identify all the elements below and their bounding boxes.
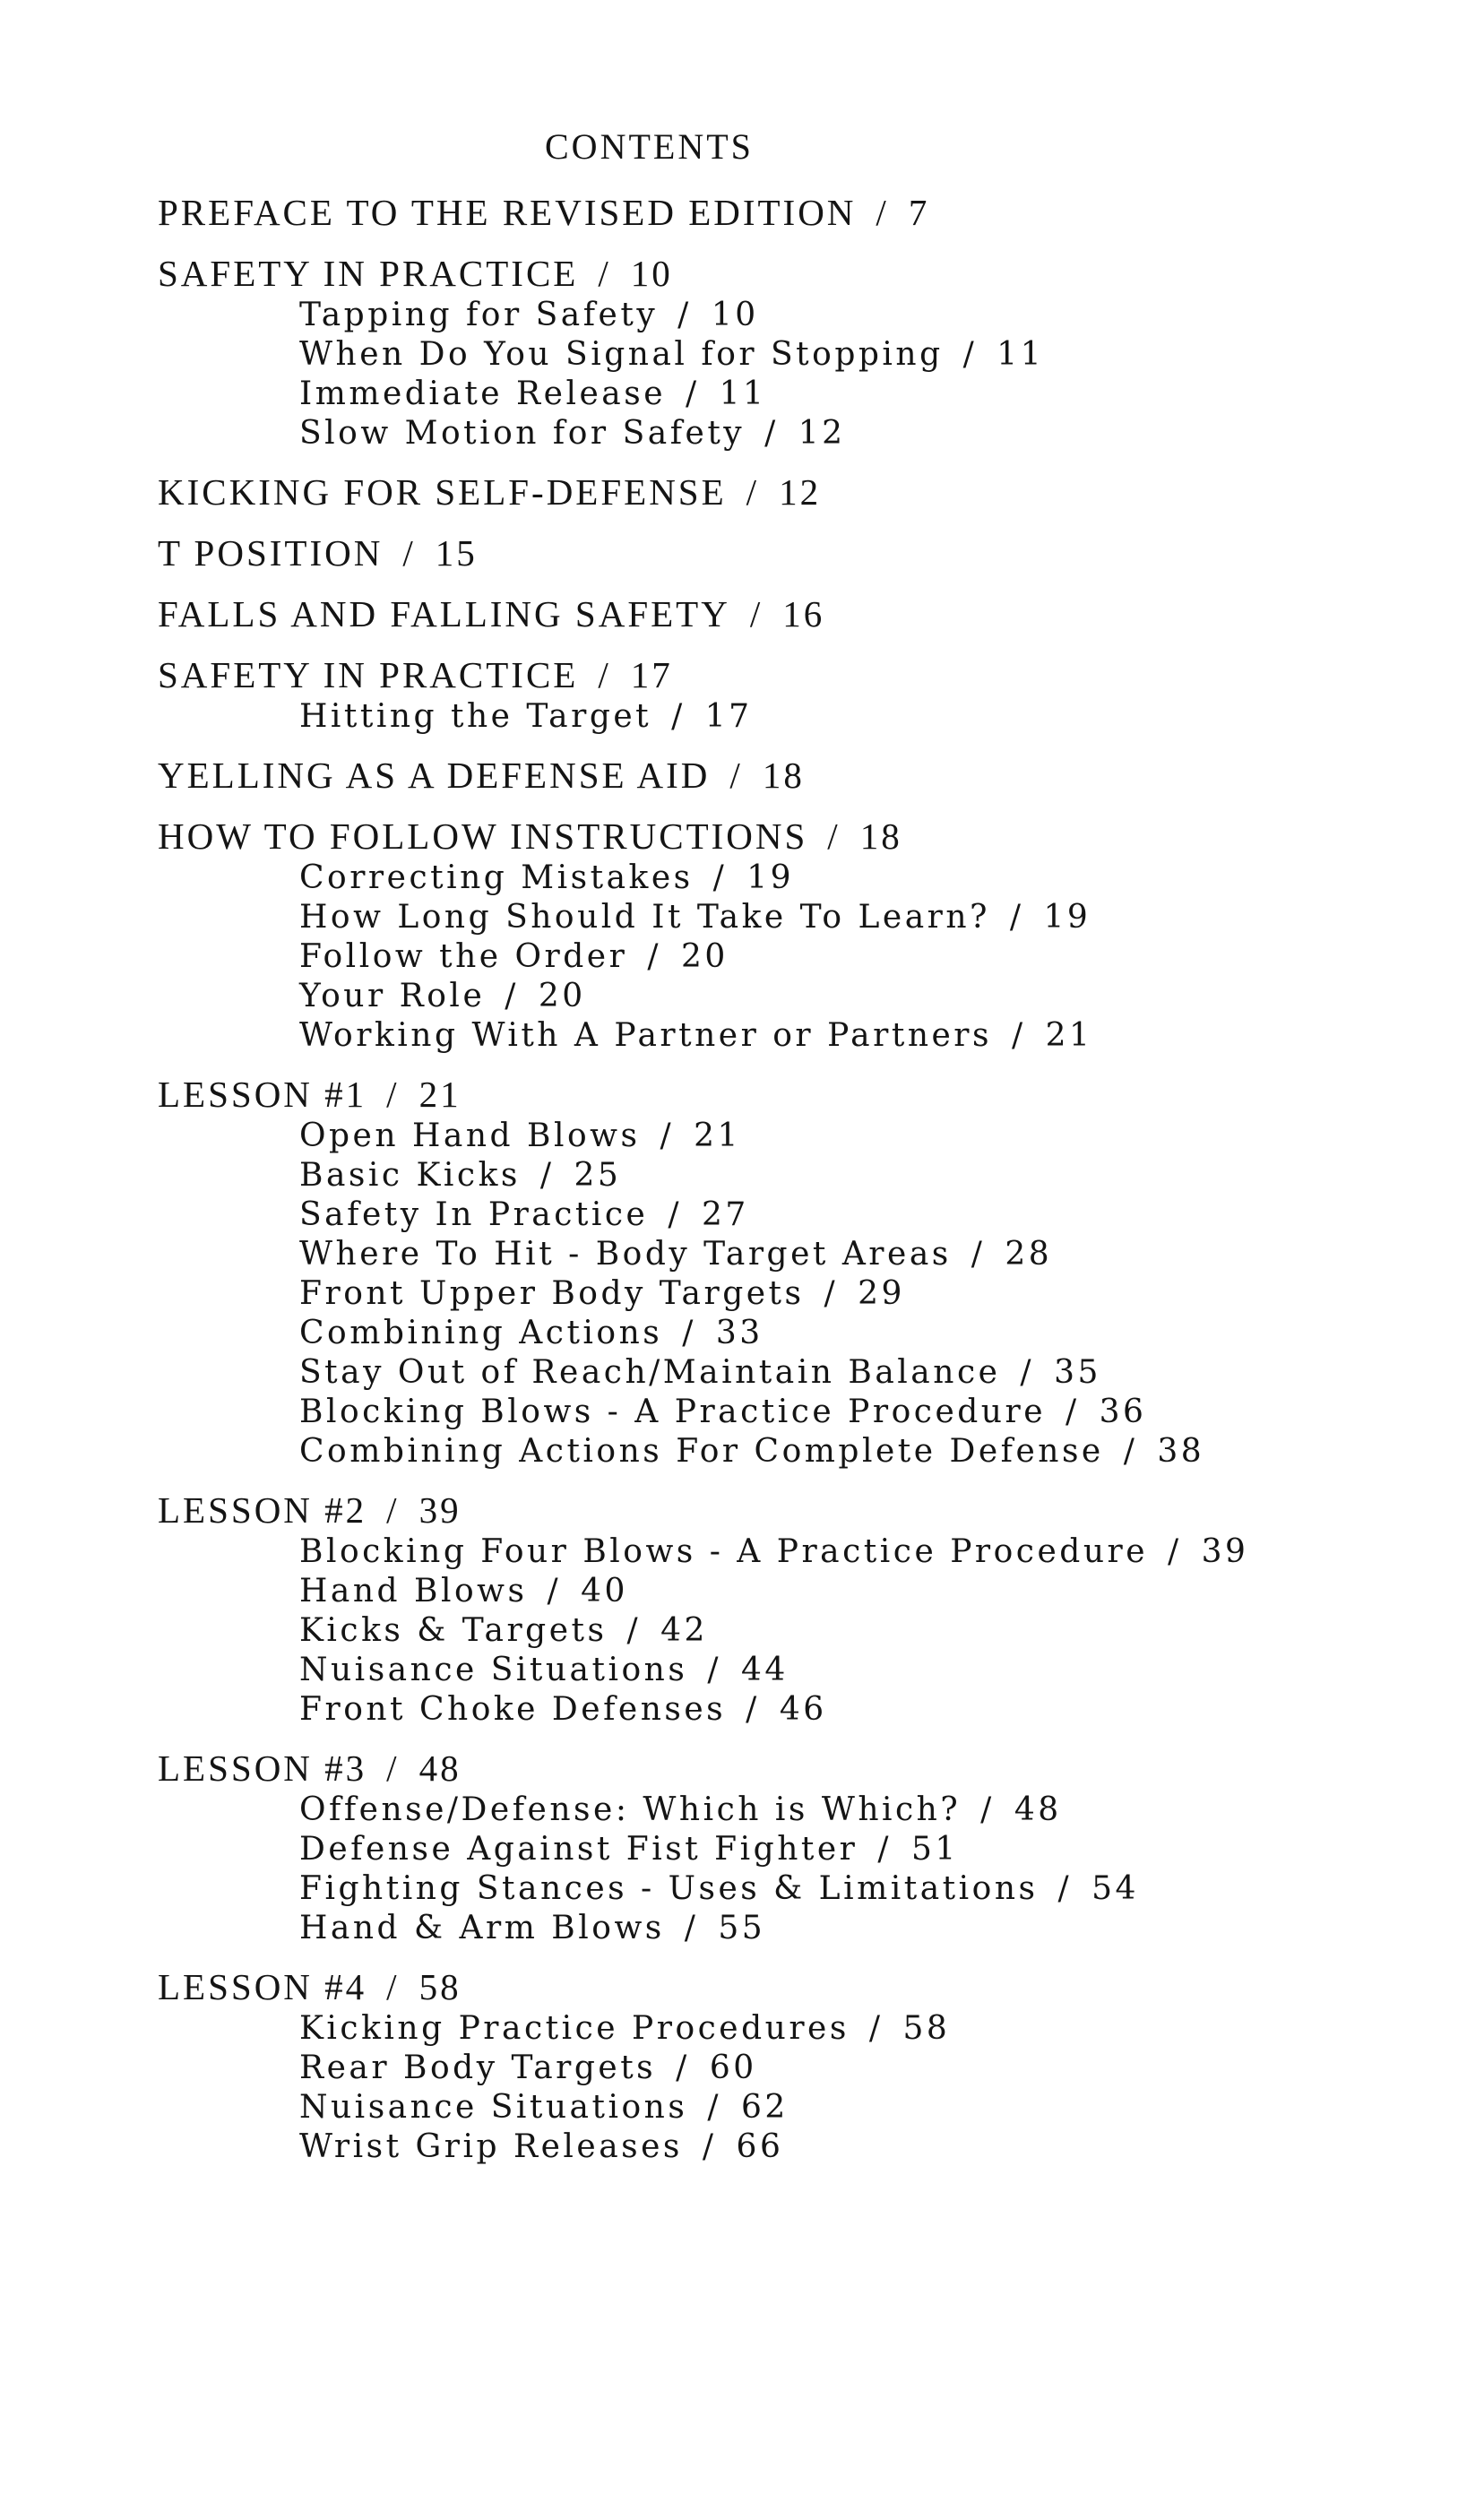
toc-subentry <box>158 1117 1430 1156</box>
toc-subentry-label: Tapping for Safety <box>299 297 659 333</box>
toc-subentry-label: Immediate Release <box>299 375 667 412</box>
toc-subentry-label: Hand Blows <box>299 1573 528 1609</box>
toc-subentry <box>158 697 1430 737</box>
toc-subentry-label: Front Choke Defenses <box>299 1691 727 1728</box>
toc-heading-label: LESSON #3 <box>158 1748 367 1789</box>
toc-subentry <box>158 1393 1430 1432</box>
toc-subentry-label: Defense Against Fist Fighter <box>299 1831 858 1868</box>
toc-separator: / <box>749 593 764 634</box>
toc-separator: / <box>668 1196 682 1233</box>
toc-section <box>158 753 1430 798</box>
toc-subentry <box>158 414 1430 453</box>
toc-page-number: 12 <box>779 471 822 513</box>
toc-separator: / <box>626 1612 642 1649</box>
toc-separator: / <box>539 1157 555 1194</box>
toc-subentry <box>158 2049 1430 2088</box>
toc-subentry <box>158 1869 1430 1909</box>
toc-subentry <box>158 1791 1430 1830</box>
toc-subentry <box>158 1353 1430 1393</box>
toc-heading <box>158 1488 1430 1532</box>
toc-separator: / <box>702 2128 717 2165</box>
toc-subentry-label: Working With A Partner or Partners <box>299 1017 992 1054</box>
toc-separator: / <box>712 859 728 896</box>
toc-subentry <box>158 1195 1430 1235</box>
toc-subentry-label: When Do You Signal for Stopping <box>299 336 944 373</box>
toc-separator: / <box>1066 1394 1080 1430</box>
toc-heading-label: LESSON #4 <box>158 1966 367 2007</box>
toc-page-number: 66 <box>736 2128 784 2165</box>
toc-page-number: 25 <box>574 1157 622 1194</box>
toc-heading <box>158 1072 1430 1117</box>
toc-separator: / <box>876 192 889 233</box>
toc-separator: / <box>746 471 760 513</box>
toc-section <box>158 1964 1430 2167</box>
toc-separator: / <box>824 1275 839 1312</box>
toc-section <box>158 1488 1430 1730</box>
toc-page-number: 16 <box>782 593 825 634</box>
toc-page-number: 20 <box>538 978 586 1014</box>
toc-subentry-label: Combining Actions For Complete Defense <box>299 1433 1104 1470</box>
toc-page-number: 60 <box>709 2050 757 2086</box>
toc-section <box>158 652 1430 737</box>
toc-subentry <box>158 1532 1430 1572</box>
toc-subentry-label: Correcting Mistakes <box>299 859 694 896</box>
toc-heading <box>158 251 1430 296</box>
toc-heading <box>158 531 1430 575</box>
toc-heading <box>158 470 1430 514</box>
toc-separator: / <box>598 654 611 695</box>
toc-page-number: 15 <box>435 532 478 574</box>
toc-subentry-label: Follow the Order <box>299 938 628 975</box>
toc-subentry-label: Your Role <box>299 978 486 1014</box>
toc-separator: / <box>598 253 611 294</box>
toc-heading <box>158 1746 1430 1791</box>
toc-subentry <box>158 1909 1430 1948</box>
toc-section <box>158 1746 1430 1948</box>
toc-page-number: 11 <box>997 336 1045 373</box>
toc-separator: / <box>386 1966 400 2007</box>
table-of-contents <box>158 190 1430 2183</box>
toc-subentry-label: Slow Motion for Safety <box>299 415 746 452</box>
toc-separator: / <box>729 755 743 796</box>
toc-subentry <box>158 2009 1430 2049</box>
toc-subentry <box>158 1156 1430 1195</box>
toc-page-number: 48 <box>1014 1791 1062 1828</box>
toc-page-number: 44 <box>740 1652 789 1688</box>
toc-page-number: 17 <box>704 698 753 735</box>
toc-separator: / <box>671 698 686 735</box>
toc-subentry <box>158 2088 1430 2127</box>
toc-subentry-label: Stay Out of Reach/Maintain Balance <box>299 1354 1001 1391</box>
toc-subentry <box>158 296 1430 335</box>
toc-separator: / <box>402 532 416 574</box>
toc-heading <box>158 814 1430 859</box>
toc-separator: / <box>877 1831 893 1868</box>
toc-page-number: 54 <box>1091 1870 1139 1907</box>
toc-subentry-label: How Long Should It Take To Learn? <box>299 899 990 936</box>
toc-separator: / <box>707 2089 721 2126</box>
toc-subentry-label: Hand & Arm Blows <box>299 1910 665 1946</box>
toc-section <box>158 470 1430 514</box>
page-title: CONTENTS <box>545 126 754 167</box>
toc-subentry <box>158 1830 1430 1869</box>
toc-page-number: 35 <box>1054 1354 1101 1391</box>
toc-separator: / <box>505 978 519 1014</box>
toc-page-number: 21 <box>1045 1017 1093 1054</box>
toc-separator: / <box>660 1118 675 1154</box>
toc-subentry <box>158 1016 1430 1056</box>
toc-subentry-label: Wrist Grip Releases <box>299 2128 683 2165</box>
toc-page-number: 39 <box>418 1489 462 1531</box>
toc-page-number: 38 <box>1157 1433 1205 1470</box>
toc-separator: / <box>386 1748 400 1789</box>
toc-separator: / <box>684 1910 699 1946</box>
toc-separator: / <box>1123 1433 1138 1470</box>
toc-subentry <box>158 375 1430 414</box>
toc-subentry-label: Rear Body Targets <box>299 2050 657 2086</box>
toc-heading-label: LESSON #2 <box>158 1489 367 1531</box>
toc-subentry-label: Kicks & Targets <box>299 1612 608 1649</box>
toc-page-number: 62 <box>740 2089 789 2126</box>
toc-separator: / <box>1168 1533 1182 1570</box>
toc-page-number: 17 <box>630 654 673 695</box>
toc-subentry <box>158 1274 1430 1314</box>
toc-subentry-label: Combining Actions <box>299 1315 663 1351</box>
toc-separator: / <box>827 816 841 857</box>
toc-subentry <box>158 1314 1430 1353</box>
toc-heading <box>158 190 1430 235</box>
toc-page-number: 39 <box>1201 1533 1249 1570</box>
toc-separator: / <box>647 938 661 975</box>
toc-page-number: 58 <box>902 2010 951 2047</box>
toc-section <box>158 591 1430 636</box>
toc-page-number: 7 <box>908 192 930 233</box>
toc-separator: / <box>1012 1017 1026 1054</box>
toc-subentry <box>158 1432 1430 1471</box>
toc-subentry <box>158 1611 1430 1651</box>
toc-subentry-label: Kicking Practice Procedures <box>299 2010 850 2047</box>
toc-page-number: 51 <box>911 1831 959 1868</box>
toc-subentry-label: Blocking Blows - A Practice Procedure <box>299 1394 1046 1430</box>
toc-heading-label: T POSITION <box>158 532 384 574</box>
toc-page-number: 21 <box>694 1118 741 1154</box>
toc-page-number: 18 <box>859 816 902 857</box>
toc-separator: / <box>386 1074 400 1115</box>
toc-section <box>158 190 1430 235</box>
toc-separator: / <box>707 1652 721 1688</box>
toc-page-number: 27 <box>702 1196 749 1233</box>
toc-separator: / <box>962 336 978 373</box>
toc-section <box>158 531 1430 575</box>
toc-separator: / <box>746 1691 760 1728</box>
toc-heading-label: FALLS AND FALLING SAFETY <box>158 593 730 634</box>
toc-subentry <box>158 1651 1430 1690</box>
toc-separator: / <box>386 1489 400 1531</box>
toc-heading <box>158 753 1430 798</box>
toc-page-number: 29 <box>858 1275 905 1312</box>
toc-subentry-label: Where To Hit - Body Target Areas <box>299 1236 952 1273</box>
toc-subentry-label: Nuisance Situations <box>299 1652 688 1688</box>
toc-subentry-label: Nuisance Situations <box>299 2089 688 2126</box>
toc-subentry <box>158 977 1430 1016</box>
toc-subentry <box>158 1690 1430 1730</box>
toc-subentry-label: Hitting the Target <box>299 698 652 735</box>
toc-heading <box>158 652 1430 697</box>
toc-page-number: 10 <box>711 297 759 333</box>
toc-separator: / <box>676 2050 690 2086</box>
toc-heading-label: LESSON #1 <box>158 1074 367 1115</box>
toc-section <box>158 251 1430 453</box>
toc-separator: / <box>1009 899 1024 936</box>
toc-heading-label: KICKING FOR SELF-DEFENSE <box>158 471 727 513</box>
toc-page-number: 21 <box>418 1074 462 1115</box>
toc-separator: / <box>686 375 700 412</box>
toc-page-number: 55 <box>718 1910 766 1946</box>
toc-subentry-label: Safety In Practice <box>299 1196 649 1233</box>
toc-page-number: 19 <box>1043 899 1091 936</box>
toc-page-number: 58 <box>418 1966 462 2007</box>
toc-subentry-label: Fighting Stances - Uses & Limitations <box>299 1870 1039 1907</box>
toc-subentry <box>158 898 1430 937</box>
toc-page-number: 11 <box>719 375 767 412</box>
toc-heading-label: HOW TO FOLLOW INSTRUCTIONS <box>158 816 808 857</box>
toc-heading <box>158 591 1430 636</box>
toc-separator: / <box>971 1236 986 1273</box>
toc-subentry <box>158 1572 1430 1611</box>
toc-page-number: 36 <box>1099 1394 1147 1430</box>
toc-page-number: 12 <box>798 415 846 452</box>
toc-separator: / <box>764 415 779 452</box>
toc-subentry <box>158 1235 1430 1274</box>
toc-separator: / <box>868 2010 884 2047</box>
toc-subentry-label: Blocking Four Blows - A Practice Procedure <box>299 1533 1149 1570</box>
toc-page-number: 40 <box>581 1573 628 1609</box>
toc-page-number: 48 <box>418 1748 462 1789</box>
toc-page-number: 10 <box>630 253 673 294</box>
toc-page-number: 18 <box>762 755 805 796</box>
toc-subentry <box>158 859 1430 898</box>
toc-page-number: 42 <box>660 1612 708 1649</box>
toc-separator: / <box>1020 1354 1035 1391</box>
toc-separator: / <box>980 1791 995 1828</box>
toc-page-number: 19 <box>746 859 795 896</box>
toc-heading-label: PREFACE TO THE REVISED EDITION <box>158 192 857 233</box>
toc-page-number: 46 <box>779 1691 827 1728</box>
toc-heading-label: YELLING AS A DEFENSE AID <box>158 755 711 796</box>
toc-subentry <box>158 335 1430 375</box>
toc-heading <box>158 1964 1430 2009</box>
toc-page-number: 20 <box>680 938 729 975</box>
toc-page-number: 33 <box>715 1315 764 1351</box>
toc-separator: / <box>1057 1870 1073 1907</box>
toc-separator: / <box>682 1315 696 1351</box>
toc-section <box>158 1072 1430 1471</box>
toc-subentry-label: Basic Kicks <box>299 1157 521 1194</box>
toc-separator: / <box>547 1573 562 1609</box>
toc-page-number: 28 <box>1005 1236 1053 1273</box>
toc-heading-label: SAFETY IN PRACTICE <box>158 654 579 695</box>
toc-section <box>158 814 1430 1056</box>
toc-subentry-label: Open Hand Blows <box>299 1118 641 1154</box>
toc-subentry-label: Offense/Defense: Which is Which? <box>299 1791 962 1828</box>
toc-subentry <box>158 2127 1430 2167</box>
toc-subentry <box>158 937 1430 977</box>
toc-subentry-label: Front Upper Body Targets <box>299 1275 805 1312</box>
toc-separator: / <box>677 297 692 333</box>
toc-heading-label: SAFETY IN PRACTICE <box>158 253 579 294</box>
